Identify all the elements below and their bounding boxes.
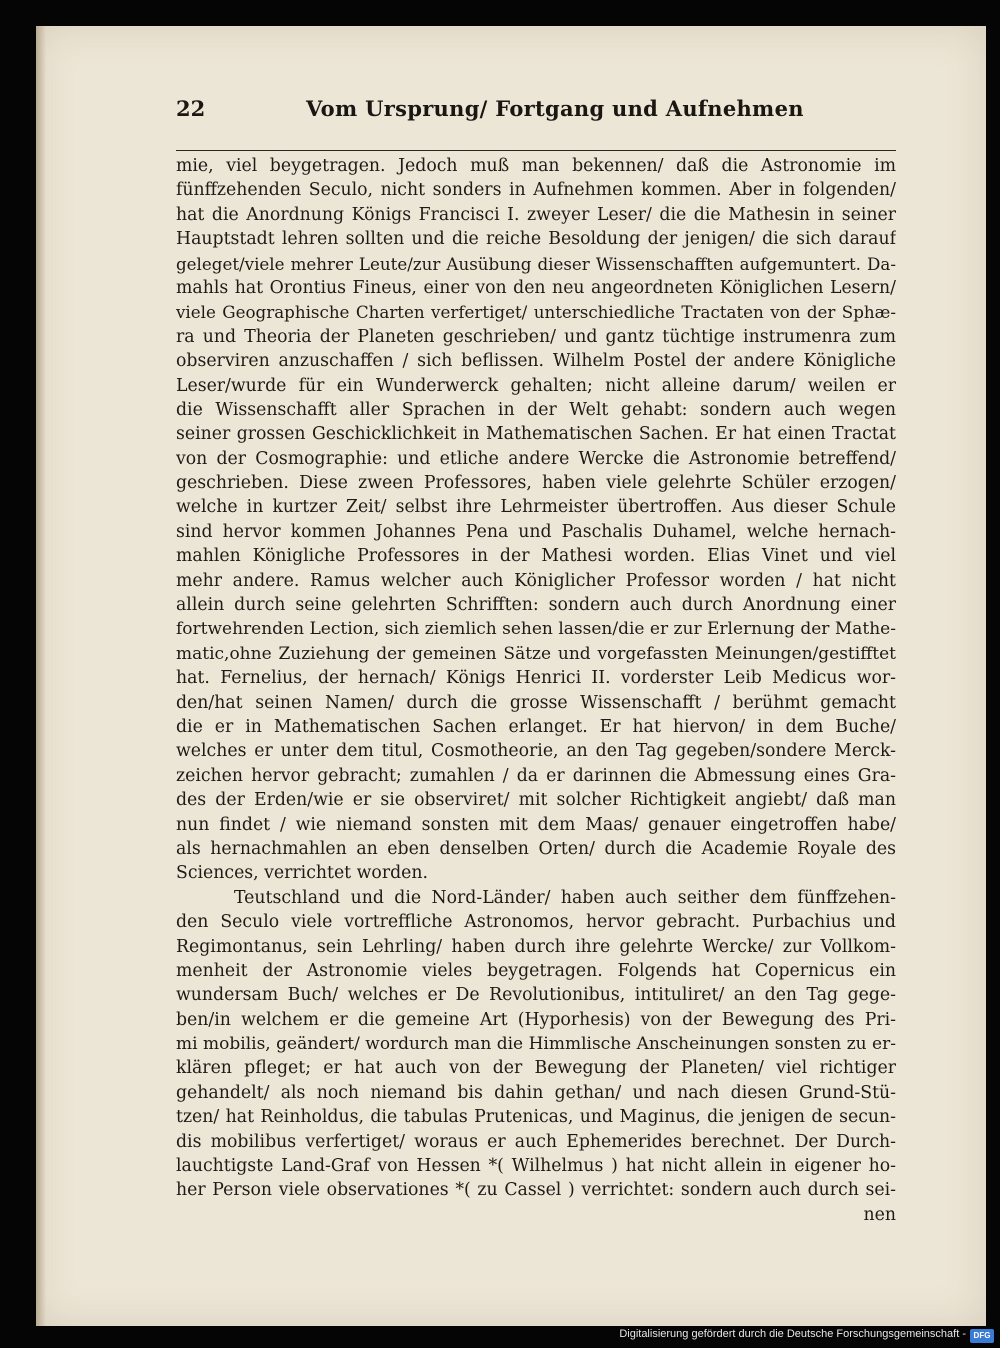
text-line: viele Geographische Charten verfertiget/ unterschiedliche Tractaten von der Sphæ- xyxy=(176,302,896,323)
text-line: Leser/wurde für ein Wunderwerck gehalten; nicht alleine darum/ weilen er xyxy=(176,375,896,396)
text-line: mahls hat Orontius Fineus, einer von den neu angeordneten Königlichen Lesern/ xyxy=(176,277,896,298)
text-line: als hernachmahlen an eben denselben Orten/ durch die Academie Royale des xyxy=(176,838,896,859)
text-line: fortwehrenden Lection, sich ziemlich sehen lassen/die er zur Erlernung der Mathe- xyxy=(176,619,896,640)
text-line: matic,ohne Zuziehung der gemeinen Sätze und vorgefassten Meinungen/gestifftet xyxy=(176,643,896,664)
paragraph-start-line: Teutschland und die Nord-Länder/ haben auch seither dem fünffzehen- xyxy=(234,887,896,908)
text-line: welche in kurtzer Zeit/ selbst ihre Lehrmeister übertroffen. Aus dieser Schule xyxy=(176,497,896,518)
text-line: ra und Theoria der Planeten geschrieben/ und gantz tüchtige instrumenra zum xyxy=(176,326,896,347)
text-line: her Person viele observationes *( zu Cassel ) verrichtet: sondern auch durch sei- xyxy=(176,1180,896,1201)
running-title: Vom Ursprung/ Fortgang und Aufnehmen xyxy=(306,96,804,121)
funding-credit: Digitalisierung gefördert durch die Deutsche Forschungsgemeinschaft - xyxy=(619,1328,966,1340)
text-line: den Seculo viele vortreffliche Astronomos, hervor gebracht. Purbachius und xyxy=(176,912,896,933)
paragraph-end-line: Sciences, verrichtet worden. xyxy=(176,863,428,884)
text-line: zeichen hervor gebracht; zumahlen / da er darinnen die Abmessung eines Gra- xyxy=(176,765,896,786)
footer-bar xyxy=(0,1326,1000,1348)
text-line: nun findet / wie niemand sonsten mit dem Maas/ genauer eingetroffen habe/ xyxy=(176,814,896,835)
text-line: Regimontanus, sein Lehrling/ haben durch ihre gelehrte Wercke/ zur Vollkom- xyxy=(176,936,896,957)
text-line: mi mobilis, geändert/ wordurch man die Himmlische Anscheinungen sonsten zu er- xyxy=(176,1034,896,1055)
body-text xyxy=(176,154,896,1227)
text-line: mahlen Königliche Professores in der Mathesi worden. Elias Vinet und viel xyxy=(176,546,896,567)
catchword: nen xyxy=(863,1204,896,1225)
text-line: mehr andere. Ramus welcher auch Königlicher Professor worden / hat nicht xyxy=(176,570,896,591)
text-line: die Wissenschafft aller Sprachen in der Welt gehabt: sondern auch wegen xyxy=(176,399,896,420)
text-line: lauchtigste Land-Graf von Hessen *( Wilhelmus ) hat nicht allein in eigener ho- xyxy=(176,1156,896,1177)
text-line: gehandelt/ als noch niemand bis dahin gethan/ und nach diesen Grund-Stü- xyxy=(176,1082,896,1103)
text-line: sind hervor kommen Johannes Pena und Paschalis Duhamel, welche hernach- xyxy=(176,521,896,542)
text-line: geschrieben. Diese zween Professores, haben viele gelehrte Schüler erzogen/ xyxy=(176,473,896,494)
page-number: 22 xyxy=(176,96,206,121)
text-line: von der Cosmographie: und etliche andere Wercke die Astronomie betreffend/ xyxy=(176,448,896,469)
text-line: wundersam Buch/ welches er De Revolutionibus, intituliret/ an den Tag gege- xyxy=(176,985,896,1006)
page-gutter-shadow xyxy=(36,26,46,1326)
text-line: des der Erden/wie er sie observiret/ mit solcher Richtigkeit angiebt/ daß man xyxy=(176,790,896,811)
text-line: Hauptstadt lehren sollten und die reiche Besoldung der jenigen/ die sich darauf xyxy=(176,229,896,250)
text-line: den/hat seinen Namen/ durch die grosse Wissenschafft / berühmt gemacht xyxy=(176,692,896,713)
text-line: hat die Anordnung Königs Francisci I. zweyer Leser/ die die Mathesin in seiner xyxy=(176,204,896,225)
text-line: hat. Fernelius, der hernach/ Königs Henrici II. vorderster Leib Medicus wor- xyxy=(176,668,896,689)
text-line: welches er unter dem titul, Cosmotheorie, an den Tag gegeben/sondere Merck- xyxy=(176,741,896,762)
text-line: seiner grossen Geschicklichkeit in Mathematischen Sachen. Er hat einen Tractat xyxy=(176,424,896,445)
text-line: klären pfleget; er hat auch von der Bewegung der Planeten/ viel richtiger xyxy=(176,1058,896,1079)
text-line: ben/in welchem er die gemeine Art (Hyporhesis) von der Bewegung des Pri- xyxy=(176,1009,896,1030)
text-line: observiren anzuschaffen / sich beflissen. Wilhelm Postel der andere Königliche xyxy=(176,351,896,372)
text-line: menheit der Astronomie vieles beygetragen. Folgends hat Copernicus ein xyxy=(176,960,896,981)
text-line: dis mobilibus verfertiget/ woraus er auch Ephemerides berechnet. Der Durch- xyxy=(176,1131,896,1152)
dfg-logo-icon: DFG xyxy=(970,1329,994,1343)
header-rule xyxy=(176,150,896,151)
page-header xyxy=(176,92,896,132)
text-line: die er in Mathematischen Sachen erlanget. Er hat hiervon/ in dem Buche/ xyxy=(176,716,896,737)
text-line: allein durch seine gelehrten Schrifften: sondern auch durch Anordnung einer xyxy=(176,595,896,616)
text-line: tzen/ hat Reinholdus, die tabulas Prutenicas, und Maginus, die jenigen de secun- xyxy=(176,1107,896,1128)
text-line: geleget/viele mehrer Leute/zur Ausübung dieser Wissenschafften aufgemuntert. Da- xyxy=(176,253,896,274)
text-line: mie, viel beygetragen. Jedoch muß man bekennen/ daß die Astronomie im xyxy=(176,156,896,176)
text-line: fünffzehenden Seculo, nicht sonders in Aufnehmen kommen. Aber in folgenden/ xyxy=(176,180,896,201)
